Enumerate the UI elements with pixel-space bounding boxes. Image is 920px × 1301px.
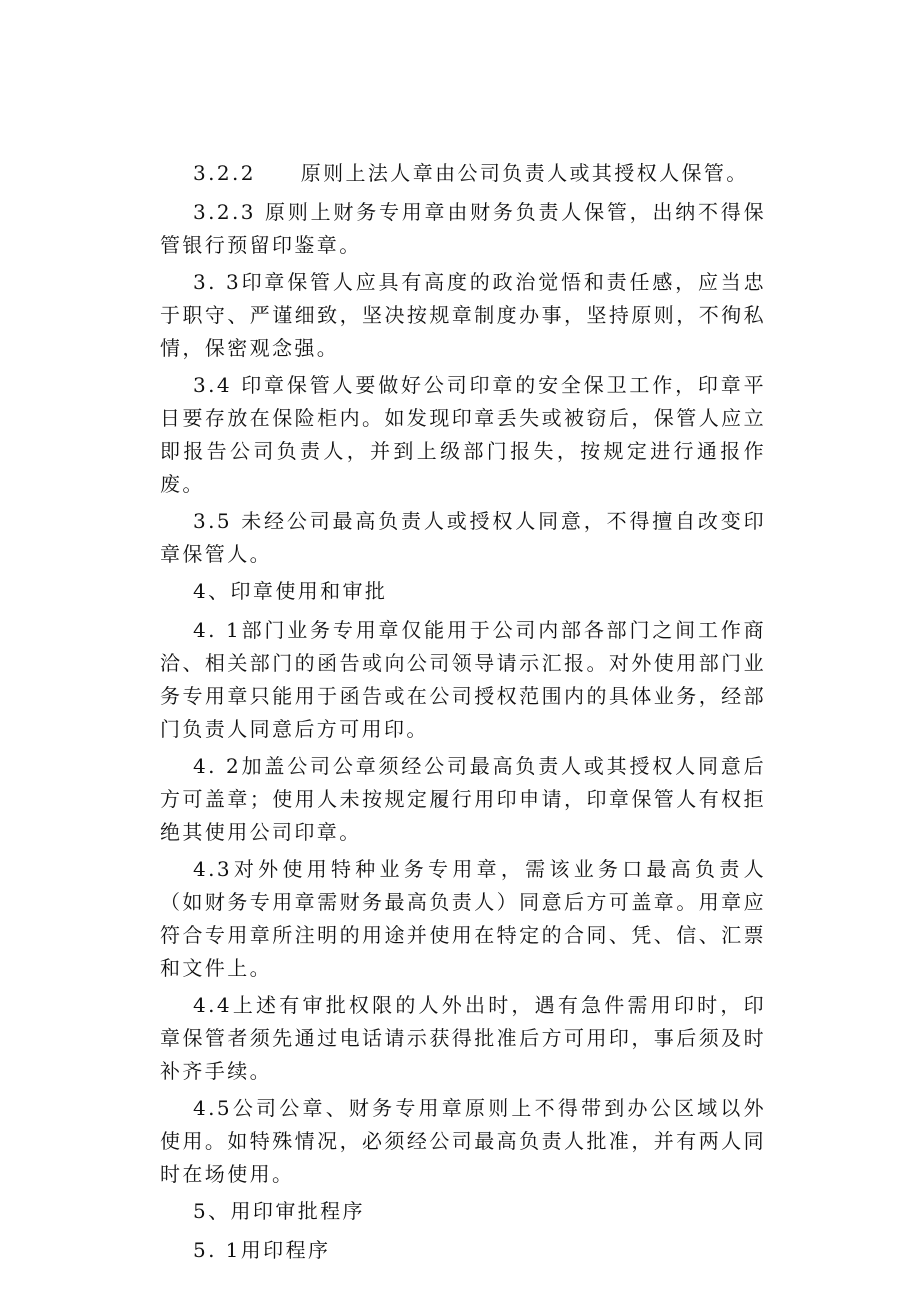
paragraph-3-2-3: 3.2.3 原则上财务专用章由财务负责人保管，出纳不得保管银行预留印鉴章。 (160, 200, 766, 257)
paragraph-3-5: 3.5 未经公司最高负责人或授权人同意，不得擅自改变印章保管人。 (160, 509, 766, 566)
section-heading-5: 5、用印审批程序 (193, 1199, 365, 1223)
paragraph-3-2-2: 3.2.2 原则上法人章由公司负责人或其授权人保管。 (193, 161, 749, 185)
paragraph-3-3: 3. 3印章保管人应具有高度的政治觉悟和责任感，应当忠于职守、严谨细致，坚决按规章制度办事，坚持原则，不徇私情，保密观念强。 (160, 270, 766, 360)
document-body (160, 157, 766, 1273)
paragraph-4-3: 4.3对外使用特种业务专用章，需该业务口最高负责人（如财务专用章需财务最高负责人）同意后方可盖章。用章应符合专用章所注明的用途并使用在特定的合同、凭、信、汇票和文件上。 (160, 857, 766, 980)
paragraph-4-5: 4.5公司公章、财务专用章原则上不得带到办公区域以外使用。如特殊情况，必须经公司最高负责人批准，并有两人同时在场使用。 (160, 1096, 766, 1186)
paragraph-4-4: 4.4上述有审批权限的人外出时，遇有急件需用印时，印章保管者须先通过电话请示获得批准后方可用印，事后须及时补齐手续。 (160, 993, 766, 1083)
paragraph-5-1: 5. 1用印程序 (193, 1238, 331, 1262)
paragraph-4-2: 4. 2加盖公司公章须经公司最高负责人或其授权人同意后方可盖章；使用人未按规定履行用印申请，印章保管人有权拒绝其使用公司印章。 (160, 754, 766, 844)
section-heading-4: 4、印章使用和审批 (193, 579, 388, 603)
paragraph-3-4: 3.4 印章保管人要做好公司印章的安全保卫工作，印章平日要存放在保险柜内。如发现印章丢失或被窃后，保管人应立即报告公司负责人，并到上级部门报失，按规定进行通报作废。 (160, 373, 766, 496)
paragraph-4-1: 4. 1部门业务专用章仅能用于公司内部各部门之间工作商洽、相关部门的函告或向公司领导请示汇报。对外使用部门业务专用章只能用于函告或在公司授权范围内的具体业务，经部门负责人同意后方可用印。 (160, 618, 766, 741)
